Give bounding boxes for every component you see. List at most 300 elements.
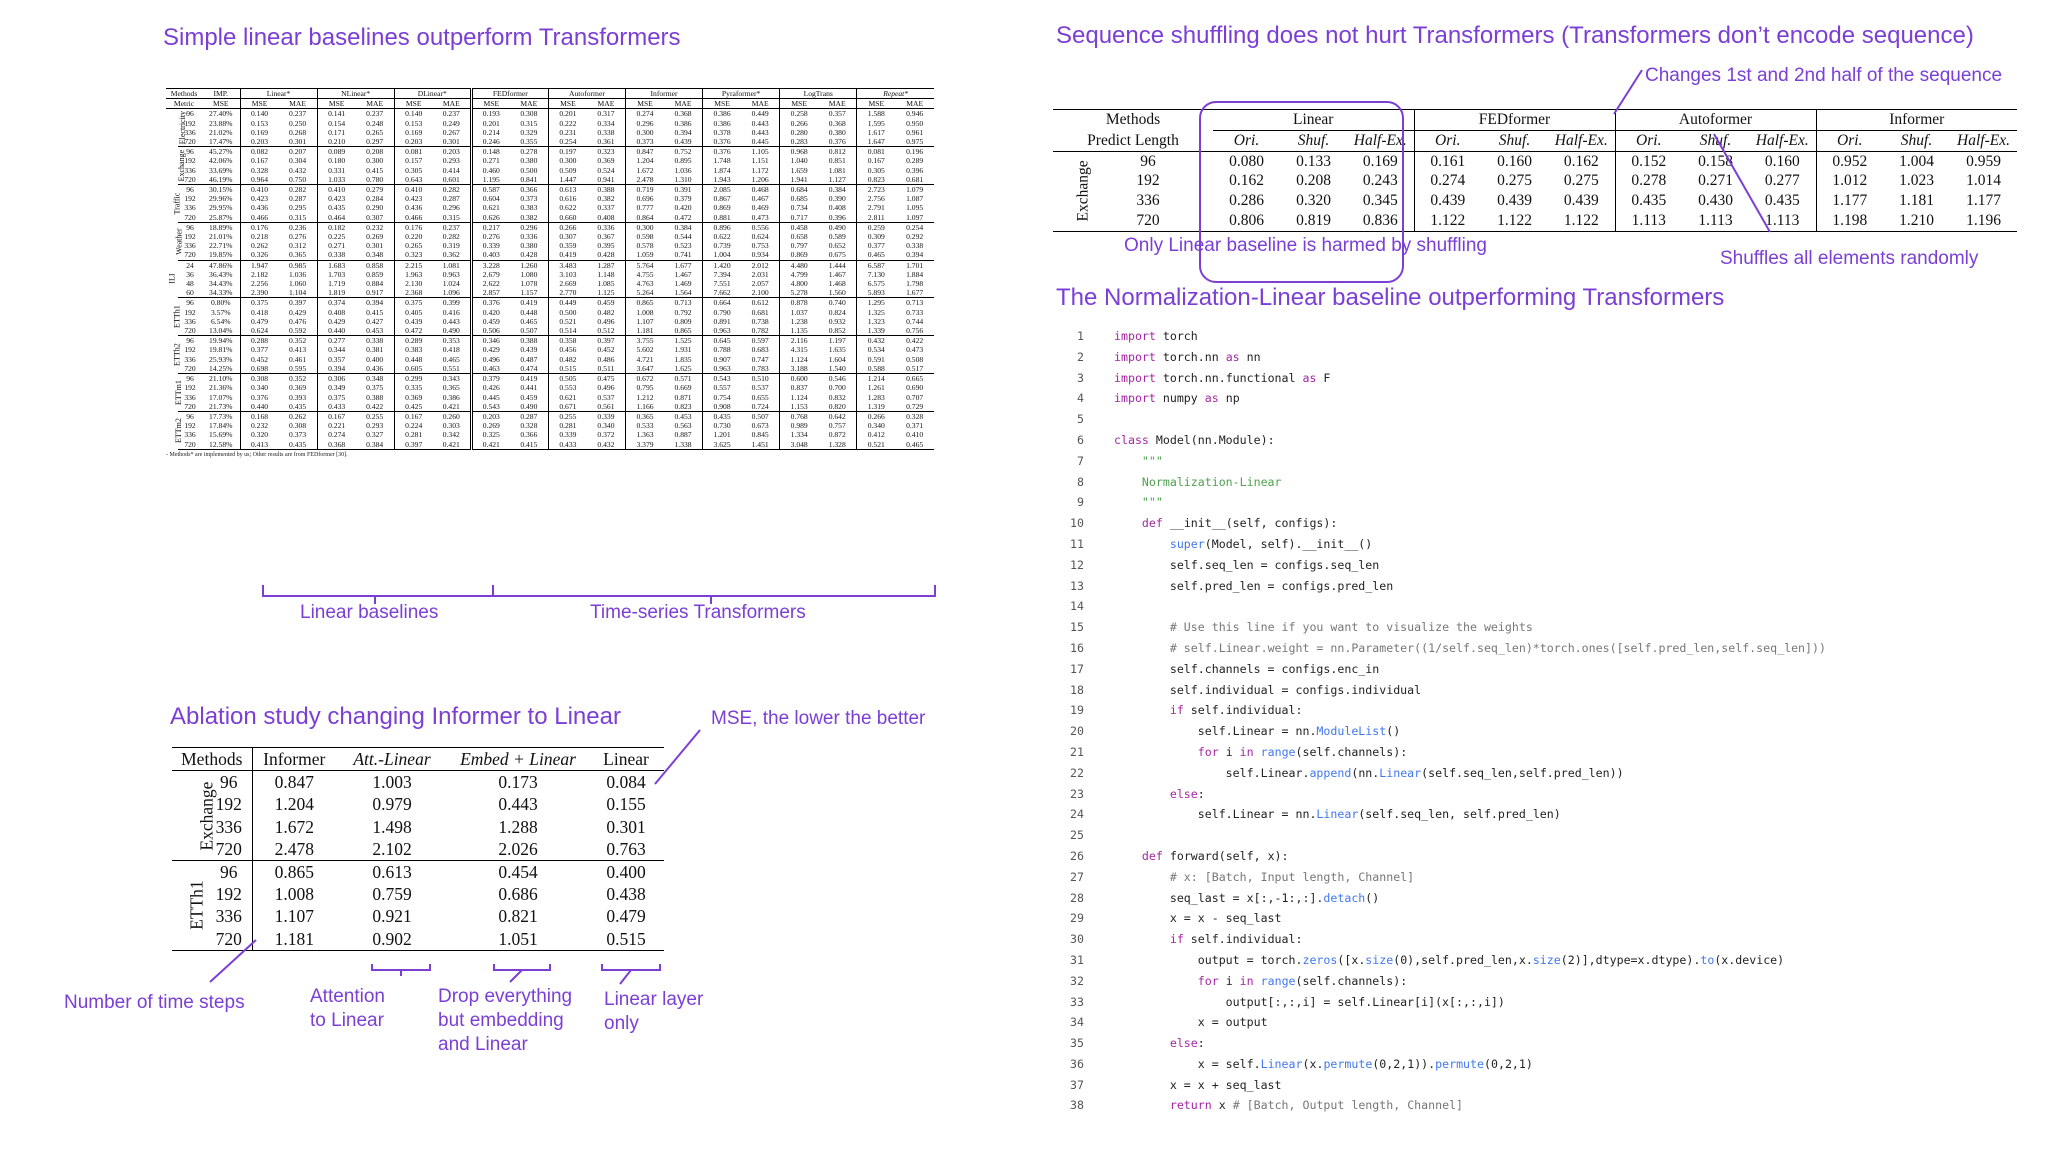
table-cell: 0.410 <box>906 430 924 440</box>
table-cell: 1.283 <box>867 392 885 402</box>
table-cell: 1.201 <box>713 430 731 440</box>
table-cell: 2.669 <box>559 279 577 289</box>
table-cell: 0.412 <box>867 430 885 440</box>
code-text: # self.Linear.weight = nn.Parameter((1/self.seq_len)*torch.ones([self.pred_len,self.seq_len])) <box>1169 640 1826 655</box>
code-text: """ <box>1114 495 1163 510</box>
table-cell: 0.289 <box>906 156 924 166</box>
table-cell: 0.790 <box>713 307 731 317</box>
code-line <box>1060 700 1826 721</box>
table-cell: 0.232 <box>356 222 395 232</box>
table-cell: 0.500 <box>510 166 549 175</box>
table-cell: 0.439 <box>1548 191 1615 211</box>
table-cell: 0.276 <box>279 232 318 241</box>
header-model: Autoformer <box>1615 110 1816 131</box>
table-cell: 0.961 <box>906 127 924 137</box>
table-cell: 1.096 <box>433 288 472 298</box>
table-cell: 0.439 <box>510 345 549 354</box>
table-cell: 0.339 <box>587 411 626 421</box>
table-cell: 1.023 <box>1899 172 1934 190</box>
code-text: self.Linear.append(nn.Linear(self.seq_len,self.pred_len)) <box>1114 765 1624 780</box>
code-line <box>1060 1033 1826 1054</box>
table-cell: 0.269 <box>356 232 395 241</box>
dataset-name: Exchange <box>1074 160 1092 222</box>
table-cell: 0.544 <box>664 232 703 241</box>
table-cell: 4.721 <box>636 354 654 364</box>
header-col: Embed + Linear <box>448 748 588 771</box>
code-text: x = x + seq_last <box>1114 1077 1282 1092</box>
table-cell: 0.821 <box>498 906 538 927</box>
table-cell: 13.04% <box>202 326 240 336</box>
table-cell: 34.33% <box>202 288 240 298</box>
table-cell: 0.366 <box>510 185 549 195</box>
table-cell: 0.358 <box>559 336 577 346</box>
code-text: super(Model, self).__init__() <box>1169 536 1373 551</box>
table-cell: 0.203 <box>433 147 472 157</box>
code-line <box>1060 347 1826 368</box>
table-cell: 0.282 <box>433 232 472 241</box>
code-line <box>1060 513 1826 534</box>
table-cell: 1.323 <box>867 316 885 326</box>
table-cell: 2.723 <box>867 185 885 195</box>
title-linear-baselines: Simple linear baselines outperform Transformers <box>163 24 681 51</box>
table-cell: 0.281 <box>559 421 577 431</box>
table-cell: 0.475 <box>587 374 626 384</box>
table-cell: 0.250 <box>279 119 318 128</box>
table-cell: 0.440 <box>240 402 279 412</box>
table-cell: 0.357 <box>818 109 857 119</box>
table-row <box>166 279 934 288</box>
table-cell: 0.423 <box>405 194 423 204</box>
table-cell: 2.057 <box>741 279 780 288</box>
table-cell: 0.237 <box>356 109 395 119</box>
table-cell: 0.878 <box>790 298 808 308</box>
header-metric: Metric <box>166 99 202 109</box>
table-cell: 0.753 <box>741 241 780 250</box>
table-cell: 0.490 <box>818 222 857 232</box>
code-line <box>1060 326 1826 347</box>
table-row <box>166 166 934 175</box>
table-cell: 0.686 <box>498 884 538 905</box>
table-cell: 0.295 <box>279 203 318 212</box>
table-cell: 1.564 <box>664 288 703 298</box>
table-cell: 1.059 <box>625 250 664 260</box>
table-cell: 1.197 <box>818 336 857 346</box>
table-cell: 0.386 <box>713 118 731 128</box>
header-metric-cell: MSE <box>703 99 742 109</box>
table-cell: 0.334 <box>587 119 626 128</box>
table-cell: 0.203 <box>394 137 433 147</box>
table-cell: 0.881 <box>703 213 742 223</box>
header-methods: Methods <box>172 748 252 771</box>
table-cell: 0.439 <box>1430 192 1466 210</box>
table-cell: 0.439 <box>405 316 423 326</box>
table-cell: 1.157 <box>510 288 549 298</box>
header-subcol: Shuf. <box>1280 130 1347 151</box>
table-cell: 0.254 <box>548 137 587 147</box>
table-cell: 0.515 <box>588 928 664 951</box>
header-metric-cell: MAE <box>510 99 549 109</box>
table-cell: 0.355 <box>510 137 549 147</box>
header-imp: IMP. <box>202 89 240 99</box>
header-subcol: Half-Ex. <box>1548 130 1615 151</box>
table-cell: 1.540 <box>818 364 857 374</box>
table-cell: 0.167 <box>328 411 346 421</box>
table-cell: 0.375 <box>356 383 395 392</box>
header-predict-length: Predict Length <box>1053 130 1213 151</box>
drop-everything-note: Drop everything but embedding and Linear <box>438 986 573 1055</box>
table-cell: 0.537 <box>741 383 780 392</box>
table-cell: 0.299 <box>405 374 423 384</box>
table-cell: 0.148 <box>482 147 500 157</box>
table-cell: 1.060 <box>279 279 318 288</box>
table-cell: 0.747 <box>741 355 780 364</box>
table-cell: 21.10% <box>202 374 240 384</box>
table-cell: 0.985 <box>279 260 318 270</box>
table-cell: 0.410 <box>250 185 269 195</box>
header-metric-cell: MSE <box>780 99 819 109</box>
header-subcol: Shuf. <box>1883 130 1950 151</box>
table-cell: 0.468 <box>741 185 780 195</box>
table-cell: 29.95% <box>202 203 240 212</box>
table-cell: 23.88% <box>202 119 240 128</box>
table-cell: 1.941 <box>780 175 819 185</box>
line-number: 31 <box>1070 952 1084 967</box>
table-cell: 0.752 <box>664 147 703 157</box>
code-line <box>1060 659 1826 680</box>
table-cell: 0.287 <box>510 411 549 421</box>
table-cell: 336 <box>184 127 196 137</box>
table-cell: 0.340 <box>867 421 885 431</box>
table-cell: 720 <box>178 213 202 223</box>
table-footnote: - Methods* are implemented by us; Other results are from FEDformer [30]. <box>166 451 348 458</box>
table-cell: 0.439 <box>1497 192 1532 210</box>
table-cell: 0.300 <box>559 156 577 166</box>
table-cell: 1.040 <box>790 156 808 166</box>
table-cell: 336 <box>206 905 252 927</box>
table-cell: 0.441 <box>510 383 549 392</box>
table-cell: 0.384 <box>818 185 857 195</box>
table-cell: 0.744 <box>906 316 924 326</box>
table-cell: 1.033 <box>317 175 356 185</box>
line-number: 8 <box>1077 474 1084 489</box>
table-cell: 1.172 <box>741 166 780 175</box>
table-cell: 0.214 <box>482 127 500 137</box>
table-cell: 0.397 <box>279 298 318 308</box>
table-cell: 0.553 <box>559 383 577 393</box>
table-cell: 0.472 <box>664 213 703 223</box>
table-cell: 0.952 <box>1832 152 1868 170</box>
table-cell: 1.328 <box>818 440 857 450</box>
table-cell: 12.58% <box>202 440 240 450</box>
table-cell: 0.613 <box>372 862 412 883</box>
header-metric-cell: MSE <box>471 99 510 109</box>
dataset-label <box>166 222 184 260</box>
dataset-name: ETTm1 <box>173 380 183 405</box>
table-cell: 0.806 <box>1213 211 1280 231</box>
table-cell: 0.306 <box>328 374 346 384</box>
table-cell: 2.026 <box>448 838 588 861</box>
table-cell: 2.756 <box>867 194 885 204</box>
table-cell: 0.203 <box>240 137 279 147</box>
line-number: 16 <box>1070 640 1084 655</box>
table-cell: 0.232 <box>250 421 269 431</box>
time-steps-note: Number of time steps <box>64 992 245 1013</box>
table-cell: 0.466 <box>394 213 433 223</box>
header-model: Informer <box>625 89 702 99</box>
table-cell: 0.521 <box>857 440 896 450</box>
table-cell: 0.377 <box>867 241 885 251</box>
table-cell: 0.210 <box>317 137 356 147</box>
table-cell: 0.658 <box>790 232 808 242</box>
table-cell: 0.490 <box>510 402 549 412</box>
table-cell: 1.677 <box>895 288 934 298</box>
table-cell: 0.551 <box>433 364 472 374</box>
table-cell: 0.430 <box>1698 192 1733 210</box>
code-line <box>1060 451 1826 472</box>
header-metric-cell: MSE <box>240 99 279 109</box>
table-cell: 0.225 <box>328 232 346 242</box>
header-subcol: Ori. <box>1816 130 1883 151</box>
table-cell: 0.289 <box>405 336 423 346</box>
table-cell: 0.675 <box>818 250 857 260</box>
table-cell: 192 <box>184 232 196 242</box>
code-line <box>1060 721 1826 742</box>
table-row <box>166 440 934 450</box>
table-cell: 0.246 <box>471 137 510 147</box>
table-cell: 720 <box>178 440 202 450</box>
table-cell: 1.214 <box>867 374 885 384</box>
table-cell: 720 <box>178 250 202 260</box>
table-cell: 0.865 <box>274 862 314 883</box>
table-cell: 0.084 <box>606 772 646 793</box>
header-model: DLinear* <box>394 89 471 99</box>
table-cell: 0.394 <box>356 298 395 308</box>
table-cell: 720 <box>178 364 202 374</box>
table-cell: 1.635 <box>818 345 857 354</box>
table-cell: 19.85% <box>202 250 240 260</box>
table-cell: 0.281 <box>405 430 423 440</box>
line-number: 11 <box>1070 536 1084 551</box>
table-cell: 0.320 <box>250 430 269 440</box>
table-cell: 0.308 <box>510 109 549 119</box>
table-cell: 96 <box>186 298 194 308</box>
table-cell: 0.642 <box>818 411 857 421</box>
table-cell: 0.377 <box>250 345 269 355</box>
table-cell: 0.467 <box>741 194 780 203</box>
code-text: return x # [Batch, Output length, Channel] <box>1169 1098 1464 1113</box>
table-row <box>166 175 934 185</box>
table-cell: 0.343 <box>433 374 472 384</box>
table-cell: 1.560 <box>818 288 857 298</box>
table-cell: 0.435 <box>279 402 318 412</box>
code-line <box>1060 908 1826 929</box>
table-cell: 0.307 <box>559 232 577 242</box>
table-cell: 19.81% <box>202 345 240 354</box>
table-cell: 0.832 <box>818 393 857 402</box>
table-cell: 0.959 <box>1966 152 2001 170</box>
table-cell: 192 <box>206 883 252 905</box>
table-cell: 1.467 <box>818 270 857 279</box>
table-cell: 0.643 <box>394 175 433 185</box>
table-cell: 0.162 <box>1548 151 1615 171</box>
table-cell: 0.419 <box>510 298 549 308</box>
table-cell: 0.359 <box>559 241 577 251</box>
table-cell: 0.783 <box>741 364 780 374</box>
table-cell: 0.448 <box>405 354 423 364</box>
code-line <box>1060 929 1826 950</box>
table-cell: 1.051 <box>448 928 588 951</box>
table-cell: 0.375 <box>250 298 269 308</box>
header-col: Att.-Linear <box>336 748 448 771</box>
table-cell: 14.25% <box>202 364 240 374</box>
table-cell: 0.413 <box>240 440 279 450</box>
table-cell: 0.506 <box>471 326 510 336</box>
table-cell: 0.262 <box>279 411 318 421</box>
table-cell: 0.153 <box>250 118 269 128</box>
table-cell: 336 <box>184 354 196 364</box>
table-cell: 0.719 <box>636 185 654 195</box>
table-cell: 0.482 <box>559 354 577 364</box>
table-cell: 0.376 <box>250 392 269 402</box>
table-cell: 1.122 <box>1414 211 1481 231</box>
table-cell: 0.458 <box>790 222 808 232</box>
code-text: self.Linear = nn.Linear(self.seq_len, self.pred_len) <box>1114 807 1561 822</box>
code-text: output[:,:,i] = self.Linear[i](x[:,:,i]) <box>1114 994 1505 1009</box>
linear-baselines-bracket <box>262 585 494 597</box>
table-cell: 1.196 <box>1950 211 2017 231</box>
table-cell: 0.390 <box>818 194 857 203</box>
table-cell: 3.755 <box>636 336 654 346</box>
table-cell: 0.317 <box>587 109 626 119</box>
table-cell: 0.331 <box>328 165 346 175</box>
mse-note: MSE, the lower the better <box>711 708 926 729</box>
table-cell: 1.943 <box>703 175 742 185</box>
table-cell: 0.429 <box>328 316 346 326</box>
table-cell: 0.415 <box>510 440 549 450</box>
line-number: 10 <box>1070 516 1084 531</box>
table-cell: 0.278 <box>510 147 549 157</box>
table-cell: 0.337 <box>587 203 626 212</box>
table-cell: 0.286 <box>1229 192 1264 210</box>
table-cell: 2.791 <box>867 203 885 213</box>
table-cell: 3.103 <box>559 269 577 279</box>
code-line <box>1060 888 1826 909</box>
table-cell: 0.388 <box>356 393 395 402</box>
table-cell: 0.383 <box>405 345 423 355</box>
table-cell: 0.420 <box>664 203 703 212</box>
table-cell: 0.440 <box>317 326 356 336</box>
table-cell: 0.372 <box>587 430 626 439</box>
table-cell: 1.310 <box>664 175 703 185</box>
table-cell: 0.287 <box>279 194 318 203</box>
table-cell: 0.173 <box>498 772 538 793</box>
table-cell: 0.428 <box>510 250 549 260</box>
table-cell: 1.835 <box>664 355 703 364</box>
table-row <box>166 421 934 430</box>
table-cell: 1.819 <box>317 288 356 298</box>
table-cell: 2.679 <box>482 269 500 279</box>
table-row <box>166 260 934 270</box>
table-cell: 1.107 <box>636 316 654 326</box>
line-number: 12 <box>1070 557 1084 572</box>
table-cell: 0.315 <box>510 119 549 128</box>
table-cell: 0.243 <box>1347 171 1414 191</box>
table-cell: 0.259 <box>867 222 885 232</box>
table-cell: 0.394 <box>317 364 356 374</box>
table-cell: 1.931 <box>664 345 703 354</box>
table-cell: 0.435 <box>713 411 731 421</box>
table-cell: 0.276 <box>482 232 500 242</box>
table-cell: 0.369 <box>279 383 318 392</box>
line-number: 33 <box>1070 994 1084 1009</box>
table-cell: 0.436 <box>405 203 423 213</box>
header-metric-cell: MSE <box>625 99 664 109</box>
title-normalization-linear: The Normalization-Linear baseline outperforming Transformers <box>1056 284 1725 311</box>
table-cell: 1.080 <box>510 270 549 279</box>
table-cell: 5.893 <box>857 288 896 298</box>
table-cell: 19.94% <box>202 336 240 346</box>
table-cell: 17.73% <box>202 411 240 421</box>
code-text: def forward(self, x): <box>1141 848 1289 863</box>
table-cell: 0.449 <box>741 109 780 119</box>
table-cell: 0.386 <box>433 393 472 402</box>
table-row <box>166 137 934 147</box>
table-cell: 1.672 <box>636 165 654 175</box>
table-cell: 0.622 <box>559 203 577 213</box>
code-text: seq_last = x[:,-1:,:].detach() <box>1114 890 1380 905</box>
table-cell: 0.809 <box>664 317 703 326</box>
table-cell: 0.271 <box>328 241 346 251</box>
table-cell: 1.008 <box>274 884 314 905</box>
table-cell: 0.153 <box>405 118 423 128</box>
code-text: Normalization-Linear <box>1114 474 1282 489</box>
table-cell: 0.380 <box>818 128 857 137</box>
table-cell: 3.188 <box>780 364 819 374</box>
code-text: output = torch.zeros([x.size(0),self.pred_len,x.size(2)],dtype=x.dtype).to(x.device) <box>1114 952 1785 967</box>
table-cell: 0.300 <box>636 127 654 137</box>
header-model: Repeat* <box>857 89 934 99</box>
table-cell: 0.851 <box>818 156 857 165</box>
line-number: 14 <box>1070 599 1084 614</box>
table-cell: 1.078 <box>510 279 549 288</box>
table-cell: 0.422 <box>906 336 924 346</box>
table-row <box>166 326 934 336</box>
table-cell: 0.490 <box>433 326 472 336</box>
table-cell: 0.308 <box>250 374 269 384</box>
table-cell: 0.824 <box>818 308 857 317</box>
code-text: # Use this line if you want to visualize the weights <box>1169 620 1533 635</box>
table-cell: 2.215 <box>405 260 423 270</box>
table-cell: 0.589 <box>818 232 857 241</box>
table-cell: 0.433 <box>317 402 356 412</box>
table-cell: 0.277 <box>328 336 346 346</box>
line-number: 27 <box>1070 869 1084 884</box>
table-cell: 0.533 <box>636 421 654 431</box>
code-text: import torch.nn as nn <box>1114 349 1261 364</box>
table-cell: 192 <box>184 383 196 393</box>
table-cell: 0.419 <box>510 374 549 384</box>
dataset-label <box>166 260 178 298</box>
table-cell: 0.408 <box>328 307 346 317</box>
table-cell: 0.368 <box>818 119 857 128</box>
table-cell: 1.339 <box>857 326 896 336</box>
dataset-name: Exchange <box>177 149 187 182</box>
table-cell: 1.181 <box>625 326 664 336</box>
table-cell: 21.01% <box>202 232 240 241</box>
code-text: self.channels = configs.enc_in <box>1114 661 1380 676</box>
table-cell: 21.36% <box>202 383 240 392</box>
table-cell: 0.865 <box>664 326 703 336</box>
